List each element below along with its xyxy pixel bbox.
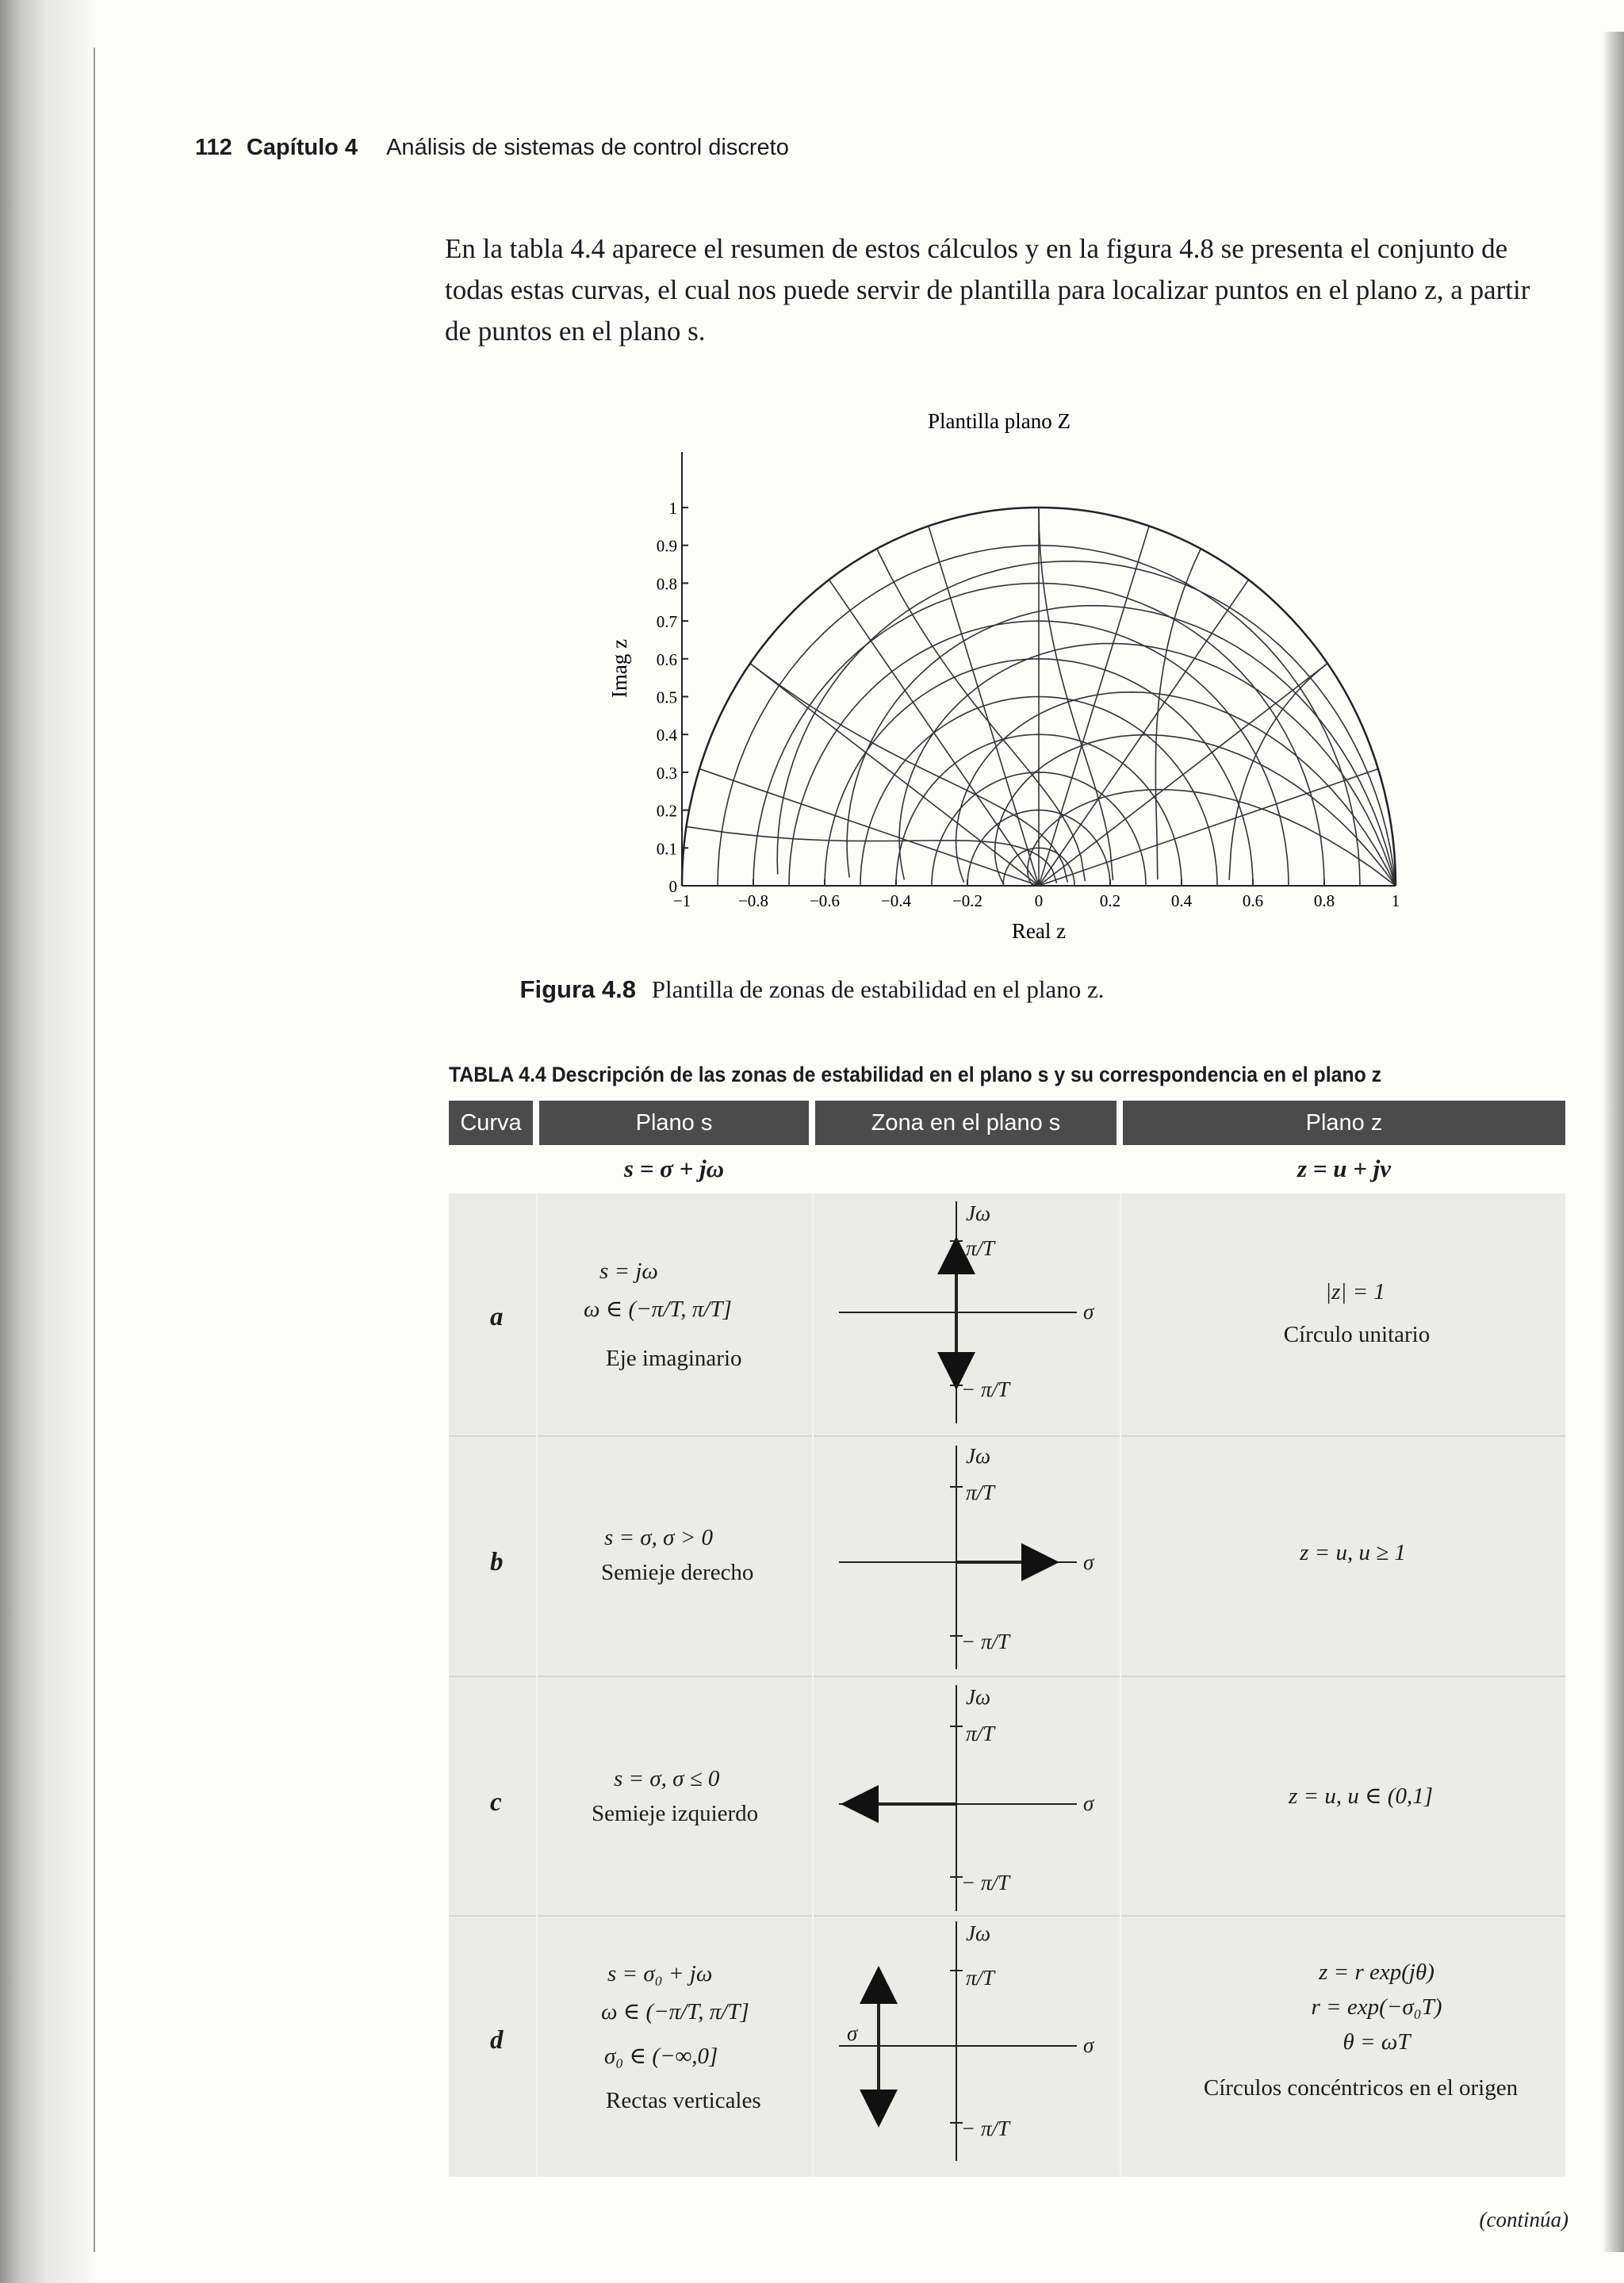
jw-label: Jω <box>966 1201 991 1225</box>
col-header-plano-z: Plano z <box>1123 1101 1565 1145</box>
curve-letter: d <box>490 2026 504 2055</box>
col-header-zona: Zona en el plano s <box>815 1101 1116 1145</box>
curve-letter: b <box>490 1548 504 1576</box>
plane-s-text: s = σ₀ + jω <box>607 1961 713 1986</box>
curve-letter: a <box>490 1303 504 1331</box>
y-tick-label: 0.7 <box>656 612 677 632</box>
table-title: TABLA 4.4 Descripción de las zonas de estabilidad en el plano s y su correspondencia en el plano z <box>449 1063 1382 1086</box>
minus-pi-T-label: − π/T <box>961 2116 1010 2140</box>
paragraph-line: En la tabla 4.4 aparece el resumen de estos cálculos y en la figura 4.8 se presenta el conjunto de <box>445 233 1508 264</box>
constant-omega-ray <box>1039 664 1327 886</box>
plane-z-text: |z| = 1 <box>1325 1279 1385 1304</box>
pi-T-label: π/T <box>966 1722 995 1745</box>
y-tick-label: 0.3 <box>656 763 677 783</box>
x-tick-label: −1 <box>672 891 691 910</box>
plane-s-text: Rectas verticales <box>606 2088 761 2113</box>
x-tick-label: 0.6 <box>1242 891 1264 910</box>
x-tick-label: 0.8 <box>1313 891 1335 910</box>
y-tick-label: 0.5 <box>656 688 677 707</box>
y-tick-label: 0 <box>668 877 677 896</box>
constant-damping-curve <box>777 561 1396 886</box>
plane-s-text: ω ∈ (−π/T, π/T] <box>601 1999 749 2024</box>
jw-label: Jω <box>966 1921 991 1945</box>
plane-s-text: Eje imaginario <box>606 1346 742 1371</box>
paragraph-line: todas estas curvas, el cual nos puede servir de plantilla para localizar puntos en el plano z, a partir <box>445 274 1530 305</box>
plane-z-definition: z = u + jv <box>1297 1155 1391 1182</box>
intro-paragraph <box>445 228 1567 352</box>
figure-caption-label: Figura 4.8 <box>519 975 636 1003</box>
y-tick-label: 0.9 <box>656 536 677 556</box>
sigma0-label: σ <box>847 2021 858 2045</box>
plane-z-text: z = r exp(jθ) <box>1319 1959 1434 1985</box>
column-divider <box>1120 1193 1121 2177</box>
pi-T-label: π/T <box>966 1236 995 1260</box>
y-tick-label: 0.6 <box>656 649 677 669</box>
y-tick-label: 0.4 <box>656 726 677 745</box>
plane-s-text: σ₀ ∈ (−∞,0] <box>604 2044 718 2069</box>
jw-label: Jω <box>966 1444 991 1468</box>
plane-z-text: z = u, u ∈ (0,1] <box>1288 1783 1433 1809</box>
book-spine-shadow <box>0 0 95 2283</box>
plane-z-text: r = exp(−σ₀T) <box>1311 1994 1442 2020</box>
x-tick-label: −0.8 <box>737 891 769 910</box>
figure-caption <box>0 975 1624 1004</box>
col-header-curva: Curva <box>449 1101 533 1145</box>
page-number: 112 <box>195 135 232 160</box>
plane-s-text: ω ∈ (−π/T, π/T] <box>584 1297 732 1322</box>
x-tick-label: −0.4 <box>880 891 912 910</box>
y-tick-label: 1 <box>668 499 677 518</box>
minus-pi-T-label: − π/T <box>961 1377 1010 1401</box>
page-edge-shadow <box>1603 32 1624 2252</box>
minus-pi-T-label: − π/T <box>961 1871 1010 1894</box>
constant-omega-ray <box>1039 580 1249 886</box>
x-tick-label: 0 <box>1034 891 1044 910</box>
plane-s-text: Semieje izquierdo <box>592 1801 759 1826</box>
column-divider <box>812 1193 814 2177</box>
plane-s-text: Semieje derecho <box>601 1560 754 1585</box>
s-plane-diagrams <box>815 1193 1116 2177</box>
plane-s-text: s = σ, σ ≤ 0 <box>614 1766 720 1791</box>
y-axis-label: Imag z <box>607 638 631 699</box>
plane-z-text: Círculos concéntricos en el origen <box>1203 2075 1519 2101</box>
col-header-plano-s: Plano s <box>539 1101 809 1145</box>
x-tick-label: −0.6 <box>809 891 841 910</box>
plane-s-text: s = jω <box>599 1258 658 1284</box>
plane-z-text: z = u, u ≥ 1 <box>1300 1540 1406 1565</box>
x-axis-label: Real z <box>1011 919 1067 943</box>
plane-z-text: θ = ωT <box>1342 2029 1411 2055</box>
plane-z-text: Círculo unitario <box>1283 1322 1431 1347</box>
running-header <box>195 135 789 161</box>
y-tick-group <box>657 499 688 896</box>
jw-label: Jω <box>966 1685 991 1709</box>
chapter-label: Capítulo 4 <box>246 135 358 160</box>
minus-pi-T-label: − π/T <box>961 1630 1010 1653</box>
stability-grid-curves <box>687 508 1396 886</box>
y-tick-label: 0.2 <box>656 801 677 821</box>
x-tick-label: 1 <box>1391 891 1400 910</box>
x-tick-label: 0.2 <box>1099 891 1121 910</box>
pi-T-label: π/T <box>966 1481 995 1504</box>
sigma-label: σ <box>1083 2033 1094 2057</box>
plane-s-text: s = σ, σ > 0 <box>604 1525 714 1550</box>
x-tick-label: 0.4 <box>1170 891 1193 910</box>
x-tick-label: −0.2 <box>952 891 983 910</box>
constant-wn-curve <box>687 826 1057 883</box>
constant-wn-curve <box>877 549 1086 881</box>
paragraph-line: de puntos en el plano s. <box>445 316 706 347</box>
continued-note: (continúa) <box>1479 2208 1568 2231</box>
z-plane-template-figure <box>603 409 1400 952</box>
chapter-title: Análisis de sistemas de control discreto <box>386 135 789 160</box>
y-tick-label: 0.1 <box>656 839 677 859</box>
figure-caption-text: Plantilla de zonas de estabilidad en el plano z. <box>651 975 1105 1003</box>
sigma-label: σ <box>1083 1300 1094 1323</box>
curve-letter: c <box>490 1788 502 1817</box>
pi-T-label: π/T <box>966 1966 995 1990</box>
spine-edge-line <box>94 48 95 2252</box>
plane-s-definition: s = σ + jω <box>623 1155 725 1182</box>
y-tick-label: 0.8 <box>656 574 677 594</box>
constant-wn-curve <box>1229 664 1327 880</box>
constant-damping-curve <box>899 644 1396 887</box>
table-body <box>449 1193 1565 2177</box>
column-divider <box>536 1193 538 2177</box>
constant-damping-curve <box>956 692 1396 886</box>
sigma-label: σ <box>1083 1550 1094 1574</box>
sigma-label: σ <box>1083 1791 1094 1815</box>
figure-title: Plantilla plano Z <box>928 409 1071 433</box>
